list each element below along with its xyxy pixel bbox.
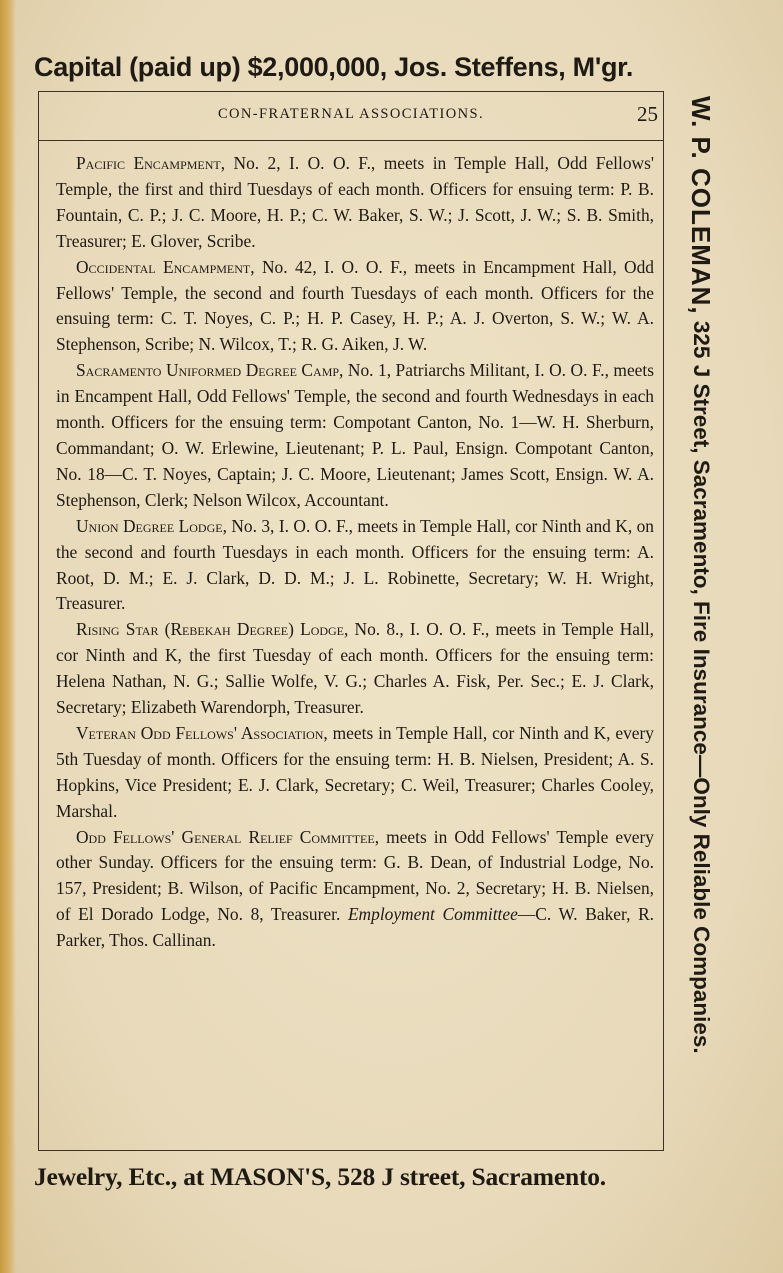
entry-text: No. 1, Patriarchs Militant, I. O. O. F., meets in Encampent Hall, Odd Fellows' Temple, the second and fourth Wednesdays in each month. Officers for the ensuing term: Compotant Canton, No. 1—W. H. Sherburn, Commandant; O. W. Erlewine, Lieutenant; P. L. Paul, Ensign. Compotant Canton, No. 18—C. T. Noyes, Captain; J. C. Moore, Lieutenant; James Scott, Ensign. W. A. Stephenson, Clerk; Nelson Wilcox, Accountant. [56, 360, 654, 510]
entries-list [56, 151, 654, 954]
side-ad-name: W. P. COLEMAN, [686, 96, 716, 315]
entry-tail-text: —C. W. Baker, R. Parker, Thos. Callinan. [56, 904, 655, 951]
page-number: 25 [637, 102, 658, 126]
running-header [38, 102, 664, 134]
entry-text: No. 2, I. O. O. F., meets in Temple Hall, Odd Fellows' Temple, the first and third Tuesdays of each month. Officers for ensuing term: P. B. Fountain, C. P.; J. C. Moore, H. P.; C. W. Baker, S. W.; J. Scott, J. W.; S. B. Smith, Treasurer; E. Glover, Scribe. [56, 153, 654, 251]
entry-name: Rising Star (Rebekah Degree) Lodge, [76, 619, 349, 640]
entry-occidental-encampment [56, 255, 654, 359]
entry-pacific-encampment [56, 151, 654, 255]
header-rule [38, 140, 664, 141]
entry-italic-text: Employment Committee [347, 904, 518, 925]
entry-name: Union Degree Lodge, [76, 515, 227, 536]
entry-name: Odd Fellows' General Relief Committee, [76, 826, 380, 847]
entry-name: Pacific Encampment, [76, 153, 226, 173]
entry-union-degree-lodge [56, 514, 654, 618]
entry-name: Veteran Odd Fellows' Association, [76, 722, 328, 743]
entry-general-relief-committee [56, 825, 654, 955]
entry-veteran-odd-fellows-association [56, 721, 654, 825]
section-title: CON-FRATERNAL ASSOCIATIONS. [217, 106, 485, 122]
entry-text: No. 8., I. O. O. F., meets in Temple Hall, cor Ninth and K, the first Tuesday of each month. Officers for the ensuing term: Helena Nathan, N. G.; Sallie Wolfe, V. G.; Charles A. Fisk, Per. Sec.; E. J. Clark, Secretary; Elizabeth Warendorph, Treasurer. [56, 619, 654, 718]
top-advertisement: Capital (paid up) $2,000,000, Jos. Steffens, M'gr. [34, 52, 634, 82]
side-advertisement [671, 96, 731, 1166]
side-ad-text: 325 J Street, Sacramento, Fire Insurance—Only Reliable Companies. [689, 314, 714, 1054]
entry-text: meets in Odd Fellows' Temple every other Sunday. Officers for the ensuing term: G. B. Dean, of Industrial Lodge, No. 157, President; B. Wilson, of Pacific Encampment, No. 2, Secretary; H. B. Nielsen, of El Dorado Lodge, No. 8, Treasurer. [56, 826, 654, 925]
bottom-advertisement: Jewelry, Etc., at MASON'S, 528 J street, Sacramento. [34, 1162, 606, 1191]
entry-rising-star-lodge [56, 617, 654, 721]
entry-text: No. 42, I. O. O. F., meets in Encampment Hall, Odd Fellows' Temple, the second and fourth Tuesdays of each month. Officers for the ensuing term: C. T. Noyes, C. P.; H. P. Casey, H. P.; A. J. Overton, S. W.; W. A. Stephenson, Scribe; N. Wilcox, T.; R. G. Aiken, J. W. [56, 256, 654, 355]
entry-name: Occidental Encampment, [76, 256, 255, 277]
entry-name: Sacramento Uniformed Degree Camp, [76, 360, 344, 381]
entry-text: No. 3, I. O. O. F., meets in Temple Hall, cor Ninth and K, on the second and fourth Tuesdays in each month. Officers for the ensuing term: A. Root, D. M.; E. J. Clark, D. D. M.; J. L. Robinette, Secretary; W. H. Wright, Treasurer. [56, 515, 654, 614]
entry-sacramento-uniformed-degree-camp [56, 358, 654, 513]
binding-gutter [0, 0, 16, 1273]
entry-text: meets in Temple Hall, cor Ninth and K, every 5th Tuesday of month. Officers for the ensuing term: H. B. Nielsen, President; A. S. Hopkins, Vice President; E. J. Clark, Secretary; C. Weil, Treasurer; Charles Cooley, Marshal. [56, 722, 654, 821]
